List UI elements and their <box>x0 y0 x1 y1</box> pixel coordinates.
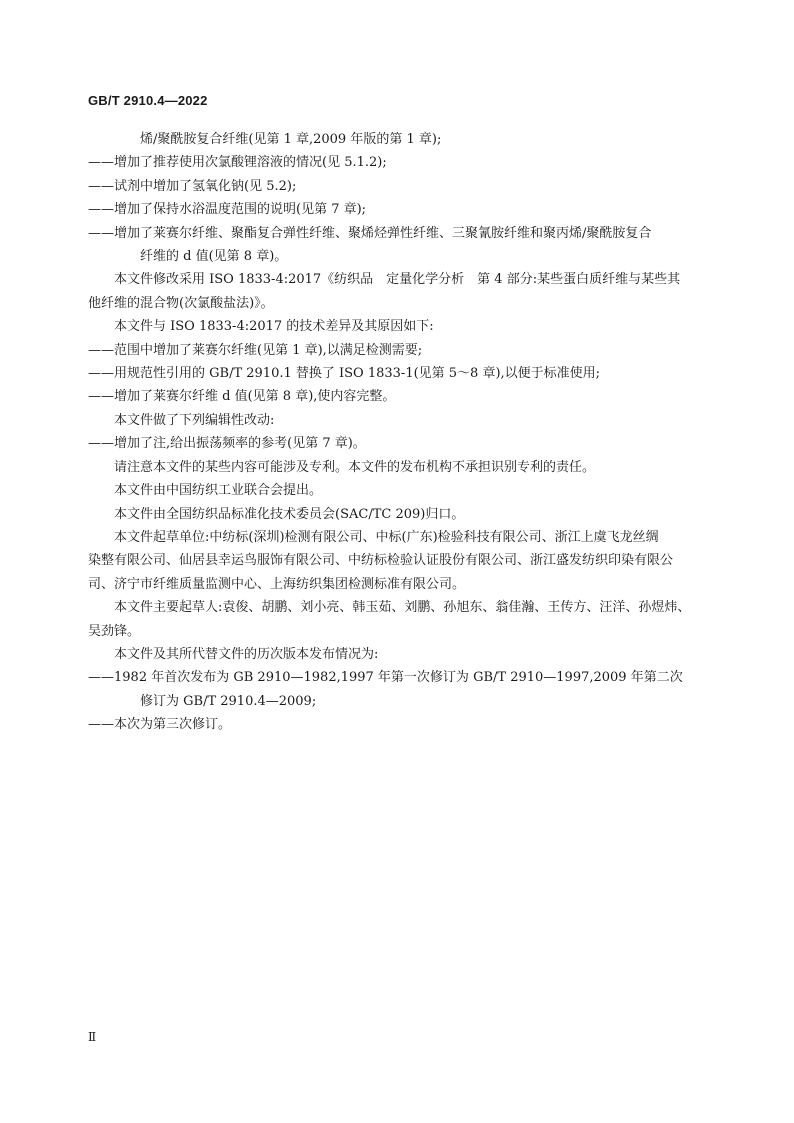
text-line: 本文件主要起草人:袁俊、胡鹏、刘小亮、韩玉茹、刘鹏、孙旭东、翁佳瀚、王传方、汪洋、孙煜炜、 <box>114 600 691 616</box>
text-line: ——本次为第三次修订。 <box>88 717 232 733</box>
text-line: ——增加了莱赛尔纤维、聚酯复合弹性纤维、聚烯烃弹性纤维、三聚氰胺纤维和聚丙烯/聚酰胺复合 <box>88 225 652 241</box>
text-line: 本文件起草单位:中纺标(深圳)检测有限公司、中标(广东)检验科技有限公司、浙江上虞飞龙丝绸 <box>114 529 659 545</box>
text-line: 司、济宁市纤维质量监测中心、上海纺织集团检测标准有限公司。 <box>88 576 466 592</box>
text-line: ——试剂中增加了氢氧化钠(见 5.2); <box>88 178 297 194</box>
text-line: 本文件修改采用 ISO 1833-4:2017《纺织品 定量化学分析 第 4 部分:某些蛋白质纤维与某些其 <box>114 272 681 288</box>
text-line: ——增加了推荐使用次氯酸锂溶液的情况(见 5.1.2); <box>88 155 387 171</box>
text-line: 修订为 GB/T 2910.4—2009; <box>140 693 317 709</box>
text-line: ——1982 年首次发布为 GB 2910—1982,1997 年第一次修订为 GB/T 2910—1997,2009 年第二次 <box>88 670 683 686</box>
text-line: 吴劲锋。 <box>88 623 141 639</box>
document-body <box>88 128 703 737</box>
page-number: Ⅱ <box>88 1030 97 1044</box>
text-line: ——用规范性引用的 GB/T 2910.1 替换了 ISO 1833-1(见第 5～8 章),以便于标准使用; <box>88 366 601 382</box>
text-line: ——增加了保持水浴温度范围的说明(见第 7 章); <box>88 202 367 218</box>
text-line: 请注意本文件的某些内容可能涉及专利。本文件的发布机构不承担识别专利的责任。 <box>114 459 596 475</box>
text-line: ——增加了注,给出振荡频率的参考(见第 7 章)。 <box>88 436 366 452</box>
text-line: 本文件由中国纺织工业联合会提出。 <box>114 483 323 499</box>
text-line: ——增加了莱赛尔纤维 d 值(见第 8 章),使内容完整。 <box>88 389 396 405</box>
text-line: 烯/聚酰胺复合纤维(见第 1 章,2009 年版的第 1 章); <box>140 132 442 147</box>
text-line: 本文件及其所代替文件的历次版本发布情况为: <box>114 646 379 662</box>
document-code: GB/T 2910.4—2022 <box>88 93 208 108</box>
text-line: 他纤维的混合物(次氯酸盐法)》。 <box>88 295 274 311</box>
text-line: 纤维的 d 值(见第 8 章)。 <box>140 249 288 265</box>
text-line: 本文件与 ISO 1833-4:2017 的技术差异及其原因如下: <box>114 319 434 335</box>
text-line: 染整有限公司、仙居县幸运鸟服饰有限公司、中纺标检验认证股份有限公司、浙江盛发纺织印染有限公 <box>88 553 674 569</box>
text-line: 本文件由全国纺织品标准化技术委员会(SAC/TC 209)归口。 <box>114 506 465 522</box>
text-line: 本文件做了下列编辑性改动: <box>114 412 275 428</box>
text-line: ——范围中增加了莱赛尔纤维(见第 1 章),以满足检测需要; <box>88 342 423 358</box>
